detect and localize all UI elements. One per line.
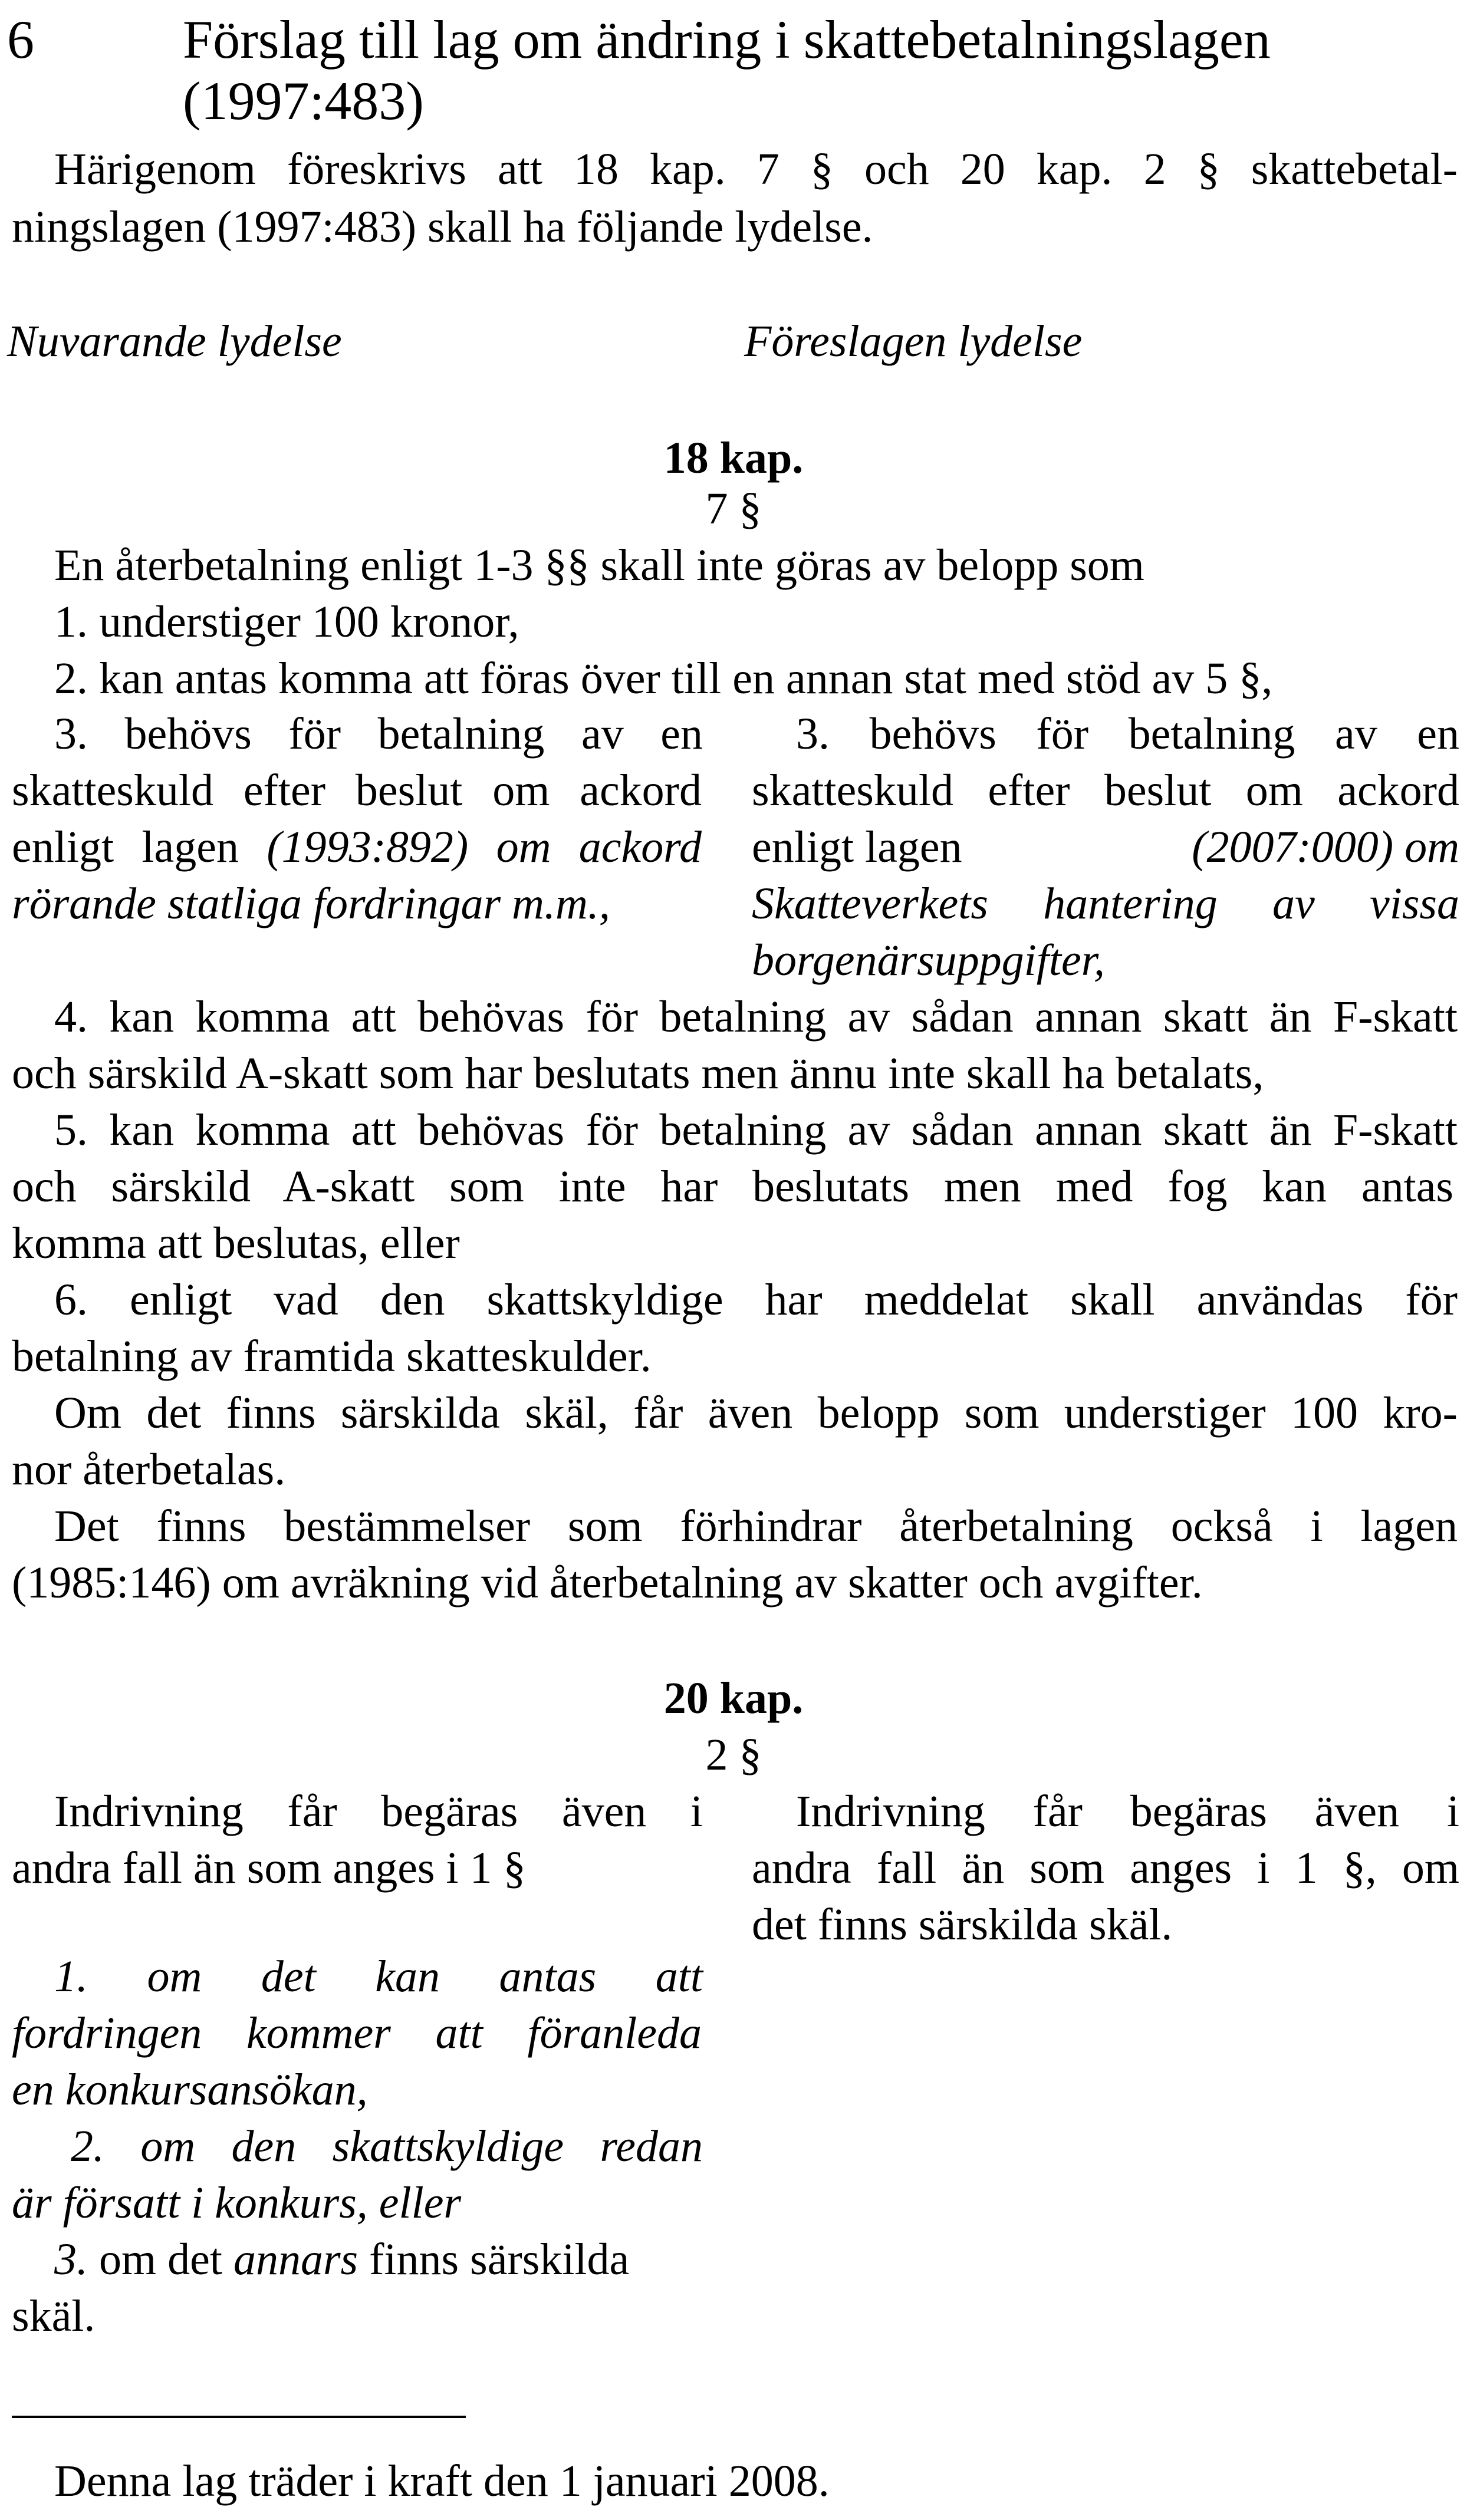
ch20-current-item2-l1: 2. om den skattskyldige redan (71, 2122, 703, 2171)
ch20-proposed-l3: det finns särskilda skäl. (752, 1900, 1173, 1949)
ch20-proposed-l2: andra fall än som anges i 1 §, om (752, 1843, 1459, 1893)
ch18-item3-proposed-l2: skatteskuld efter beslut om ackord (752, 766, 1459, 815)
ch18-para-b-l1: Det finns bestämmelser som förhindrar återbetalning också i lagen (54, 1501, 1458, 1551)
document-title-line1: Förslag till lag om ändring i skattebetalningslagen (183, 9, 1271, 70)
ch18-item3-current-l1: 3. behövs för betalning av en (54, 709, 703, 759)
document-title-line2: (1997:483) (183, 71, 424, 131)
chapter-20-heading: 20 kap. (663, 1674, 804, 1723)
ch18-item2: 2. kan antas komma att föras över till en annan stat med stöd av 5 §, (54, 654, 1273, 703)
footnote-separator-line (12, 2416, 466, 2418)
ch18-item6-l1: 6. enligt vad den skattskyldige har meddelat skall användas för (54, 1275, 1458, 1325)
ch18-item5-l1: 5. kan komma att behövas för betalning av sådan annan skatt än F-skatt (54, 1105, 1458, 1155)
ch20-current-item3-text-a: om det (88, 2235, 233, 2284)
ch18-item3-proposed-l4: Skatteverkets hantering av vissa (752, 879, 1459, 928)
ch18-item6-l2: betalning av framtida skatteskulder. (12, 1332, 652, 1381)
ch18-item1: 1. understiger 100 kronor, (54, 597, 519, 647)
ch18-item5-l3: komma att beslutas, eller (12, 1218, 460, 1268)
ch20-current-item3-annars: annars (233, 2235, 358, 2284)
ch20-current-item2-l2: är försatt i konkurs, eller (12, 2178, 462, 2228)
ch18-item3-current-l3-a: enligt lagen (12, 822, 267, 872)
ch18-para-a-l2: nor återbetalas. (12, 1445, 286, 1494)
ch18-item3-proposed-l1: 3. behövs för betalning av en (796, 709, 1459, 759)
ch18-item4-l1: 4. kan komma att behövas för betalning av sådan annan skatt än F-skatt (54, 992, 1458, 1042)
column-header-current: Nuvarande lydelse (7, 317, 342, 366)
ch20-current-item3-l1 (54, 2231, 629, 2288)
ch18-item3-current-l4: rörande statliga fordringar m.m., (12, 879, 610, 928)
ch20-current-item1-l2: fordringen kommer att föranleda (12, 2008, 702, 2058)
ch20-current-l2: andra fall än som anges i 1 § (12, 1843, 526, 1893)
section-number: 6 (7, 9, 34, 70)
ch20-current-item3-number: 3. (54, 2235, 88, 2284)
ch18-para-a-l1: Om det finns särskilda skäl, får även belopp som understiger 100 kro- (54, 1388, 1458, 1438)
ch20-current-item3-text-b: finns särskilda (358, 2235, 630, 2284)
ch18-para-b-l2: (1985:146) om avräkning vid återbetalning av skatter och avgifter. (12, 1558, 1203, 1607)
ch18-item3-current-l3-b: (1993:892) om ackord (267, 822, 702, 872)
ch20-proposed-l1: Indrivning får begäras även i (796, 1787, 1459, 1836)
ch20-current-item1-l3: en konkursansökan, (12, 2065, 368, 2114)
chapter-18-heading: 18 kap. (663, 433, 804, 483)
chapter-20-section-2: 2 § (705, 1730, 762, 1780)
ch18-item4-l2: och särskild A-skatt som har beslutats men ännu inte skall ha betalats, (12, 1049, 1264, 1098)
ch18-item3-current-l2: skatteskuld efter beslut om ackord (12, 766, 702, 815)
ch18-intro: En återbetalning enligt 1-3 §§ skall inte göras av belopp som (54, 541, 1144, 590)
ch20-current-l1: Indrivning får begäras även i (54, 1787, 703, 1836)
ch18-item3-proposed-l3-a: enligt lagen (752, 822, 962, 872)
ch18-item5-l2: och särskild A-skatt som inte har beslutats men med fog kan antas (12, 1162, 1453, 1211)
ch20-current-item3-l2: skäl. (12, 2291, 96, 2341)
ch18-item3-proposed-l3 (752, 818, 1459, 876)
column-header-proposed: Föreslagen lydelse (744, 317, 1083, 366)
ch18-item3-proposed-l5: borgenärsuppgifter, (752, 935, 1105, 985)
ch18-item3-proposed-l3-b: (2007:000) om (1192, 822, 1459, 872)
entry-into-force: Denna lag träder i kraft den 1 januari 2008. (54, 2456, 830, 2506)
ch20-current-item1-l1: 1. om det kan antas att (54, 1952, 703, 2001)
ch18-item3-current-l3 (12, 818, 702, 876)
chapter-18-section-7: 7 § (705, 484, 762, 533)
intro-line1: Härigenom föreskrivs att 18 kap. 7 § och 20 kap. 2 § skattebetal- (54, 144, 1458, 194)
intro-line2: ningslagen (1997:483) skall ha följande lydelse. (12, 202, 873, 252)
